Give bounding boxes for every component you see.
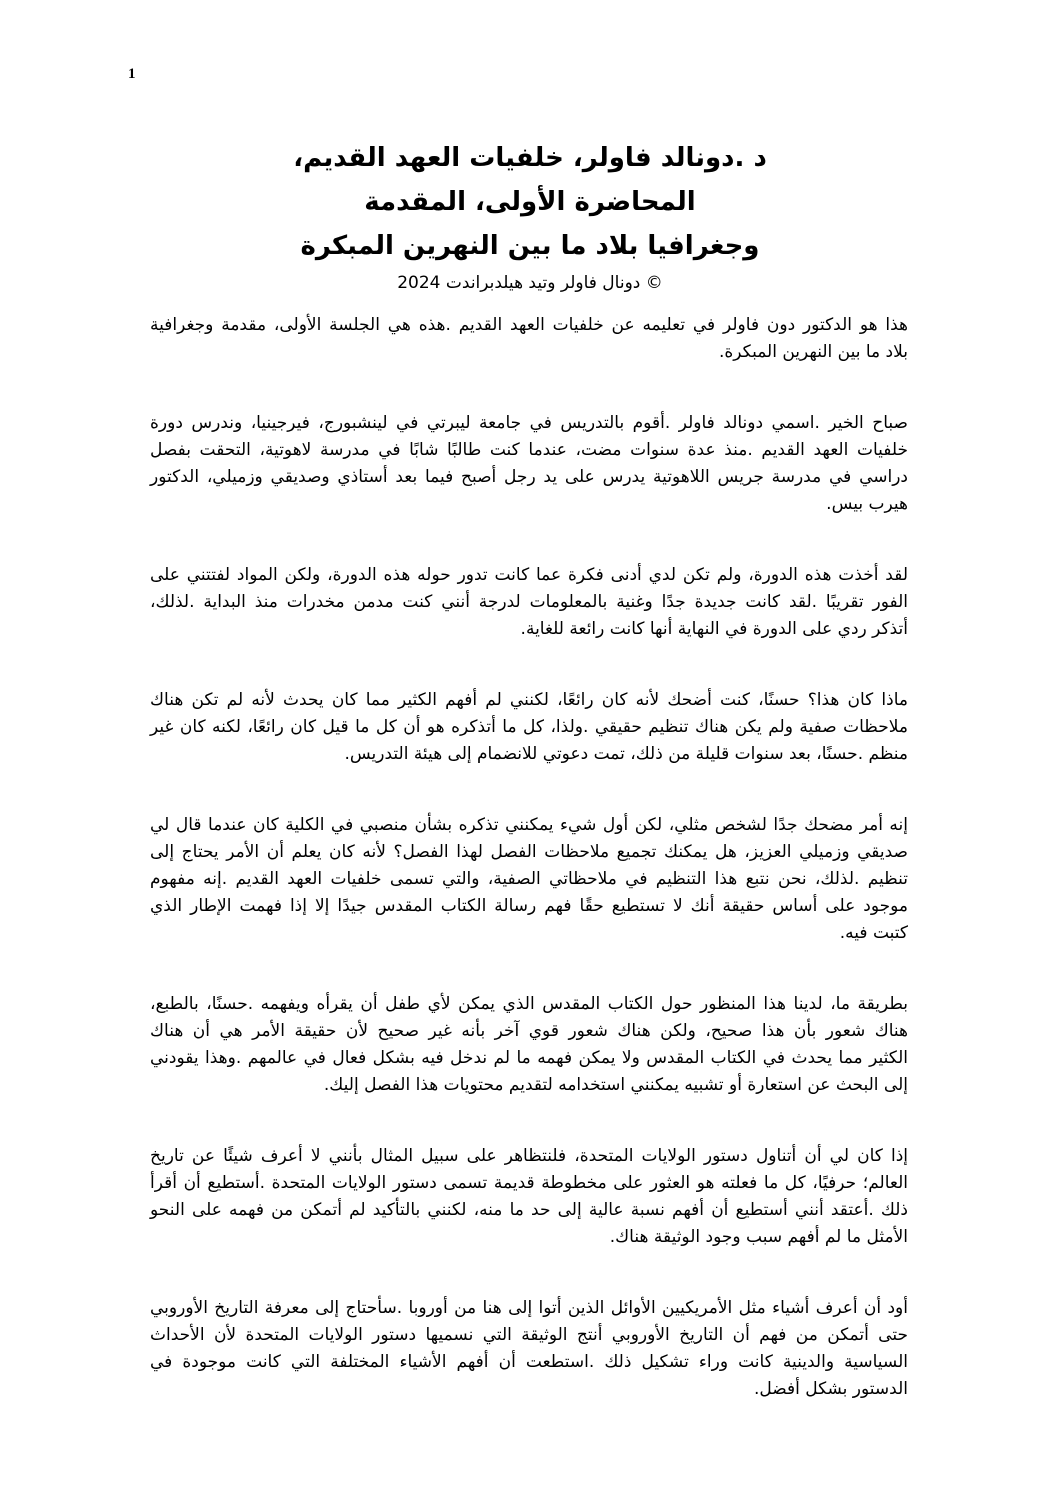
text-line: بلاد ما بين النهرين المبكرة. xyxy=(718,342,908,362)
paragraph-2 xyxy=(150,410,908,518)
text-line: ماذا كان هذا؟ حسنًا، كنت أضحك لأنه كان رائعًا، لكنني لم أفهم الكثير مما كان يحدث لأنه لم تكن هناك xyxy=(150,690,908,710)
paragraph-4 xyxy=(150,687,908,768)
text-line: إلى البحث عن استعارة أو تشبيه يمكنني استخدامه لتقديم محتويات هذا الفصل إليك. xyxy=(323,1075,908,1095)
text-line: أتذكر ردي على الدورة في النهاية أنها كانت رائعة للغاية. xyxy=(520,619,908,639)
text-line: هذا هو الدكتور دون فاولر في تعليمه عن خلفيات العهد القديم .هذه هي الجلسة الأولى، مقدمة وجغرافية xyxy=(150,315,908,335)
paragraph-8 xyxy=(150,1295,908,1403)
text-line: ذلك .أعتقد أنني أستطيع أن أفهم نسبة عالية إلى حد ما منه، لكنني بالتأكيد لم أتمكن من فهمه على النحو xyxy=(150,1200,908,1220)
text-line: إذا كان لي أن أتناول دستور الولايات المتحدة، فلنتظاهر على سبيل المثال بأنني لا أعرف شيئًا عن تاريخ xyxy=(150,1146,908,1166)
body-text xyxy=(150,312,908,1447)
paragraph-5 xyxy=(150,812,908,947)
text-line: الأمثل ما لم أفهم سبب وجود الوثيقة هناك. xyxy=(609,1227,908,1247)
text-line: تنظيم .لذلك، نحن نتبع هذا التنظيم في ملاحظاتي الصفية، والتي تسمى خلفيات العهد القديم .إنه مفهوم xyxy=(150,869,908,889)
text-line: منظم .حسنًا، بعد سنوات قليلة من ذلك، تمت دعوتي للانضمام إلى هيئة التدريس. xyxy=(344,744,908,764)
text-line: الكثير مما يحدث في الكتاب المقدس ولا يمكن فهمه ما لم ندخل فيه بشكل فعال في عالمهم .وهذا يقودني xyxy=(150,1048,908,1068)
text-line: كتبت فيه. xyxy=(839,923,908,943)
page-number: 1 xyxy=(128,66,136,82)
text-line: لقد أخذت هذه الدورة، ولم تكن لدي أدنى فكرة عما كانت تدور حوله هذه الدورة، ولكن المواد لفتتني على xyxy=(150,565,908,585)
text-line: دراسي في مدرسة جريس اللاهوتية يدرس على يد رجل أصبح فيما بعد أستاذي وصديقي وزميلي، الدكتور xyxy=(150,467,908,487)
paragraph-6 xyxy=(150,991,908,1099)
text-line: صديقي وزميلي العزيز، هل يمكنك تجميع ملاحظات الفصل لهذا الفصل؟ لأنه كان يعلم أن الأمر يحتاج إلى xyxy=(150,842,908,862)
text-line: حتى أتمكن من فهم أن التاريخ الأوروبي أنتج الوثيقة التي نسميها دستور الولايات المتحدة لأن الأحداث xyxy=(150,1325,908,1345)
title-line-3: وجغرافيا بلاد ما بين النهرين المبكرة xyxy=(300,231,760,261)
paragraph-3 xyxy=(150,562,908,643)
title-line-1: د .دونالد فاولر، خلفيات العهد القديم، xyxy=(293,143,767,173)
text-line: موجود على أساس حقيقة أنك لا تستطيع حقًا فهم رسالة الكتاب المقدس جيدًا إلا إذا فهمت الإطار الذي xyxy=(150,896,908,916)
text-line: هناك شعور بأن هذا صحيح، ولكن هناك شعور قوي آخر بأنه غير صحيح لأن حقيقة الأمر هي أن هناك xyxy=(150,1021,908,1041)
document-title-block xyxy=(150,136,910,296)
text-line: السياسية والدينية كانت وراء تشكيل ذلك .استطعت أن أفهم الأشياء المختلفة التي كانت موجودة في xyxy=(150,1352,908,1372)
text-line: أود أن أعرف أشياء مثل الأمريكيين الأوائل الذين أتوا إلى هنا من أوروبا .سأحتاج إلى معرفة التاريخ الأوروبي xyxy=(150,1298,908,1318)
copyright-line: © دونال فاولر وتيد هيلدبراندت 2024 xyxy=(397,273,663,293)
paragraph-1 xyxy=(150,312,908,366)
paragraph-7 xyxy=(150,1143,908,1251)
text-line: هيرب بيس. xyxy=(826,494,908,514)
text-line: العالم؛ حرفيًا، كل ما فعلته هو العثور على مخطوطة قديمة تسمى دستور الولايات المتحدة .أستطيع أن أقرأ xyxy=(150,1173,908,1193)
text-line: إنه أمر مضحك جدًا لشخص مثلي، لكن أول شيء يمكنني تذكره بشأن منصبي في الكلية كان عندما قال لي xyxy=(150,815,908,835)
title-line-2: المحاضرة الأولى، المقدمة xyxy=(364,187,696,217)
text-line: بطريقة ما، لدينا هذا المنظور حول الكتاب المقدس الذي يمكن لأي طفل أن يقرأه ويفهمه .حسنًا، بالطبع، xyxy=(150,994,908,1014)
text-line: خلفيات العهد القديم .منذ عدة سنوات مضت، عندما كنت طالبًا شابًا في مدرسة لاهوتية، التحقت بفصل xyxy=(150,440,908,460)
text-line: الدستور بشكل أفضل. xyxy=(753,1379,908,1399)
text-line: صباح الخير .اسمي دونالد فاولر .أقوم بالتدريس في جامعة ليبرتي في لينشبورج، فيرجينيا، وندرس دورة xyxy=(150,413,908,433)
text-line: الفور تقريبًا .لقد كانت جديدة جدًا وغنية بالمعلومات لدرجة أنني كنت مدمن مخدرات منذ البداية .لذلك، xyxy=(150,592,908,612)
text-line: ملاحظات صفية ولم يكن هناك تنظيم حقيقي .ولذا، كل ما أتذكره هو أن كل ما قيل كان رائعًا، لكنه كان غير xyxy=(150,717,908,737)
